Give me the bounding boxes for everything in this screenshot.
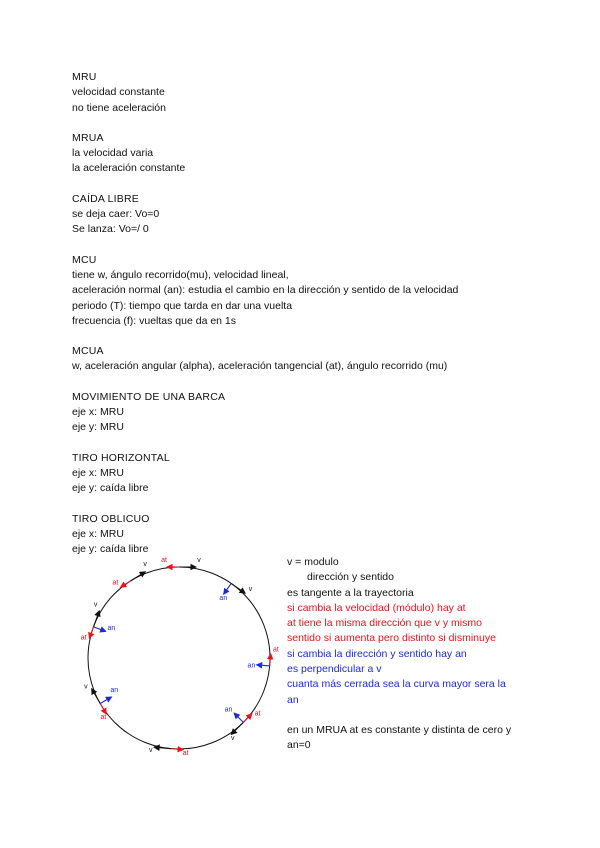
section-line: eje x: MRU (72, 466, 124, 479)
velocity-vector (231, 722, 243, 734)
section-caida-libre (72, 192, 532, 238)
section-mrua (72, 131, 532, 177)
explanation-footer-line: an=0 (287, 739, 311, 752)
circular-motion-diagram (72, 552, 284, 764)
tangential-acceleration-label: at (161, 557, 167, 564)
section-heading: MOVIMIENTO DE UNA BARCA (72, 390, 226, 403)
velocity-label: v (148, 746, 153, 754)
tangential-acceleration-label: at (254, 710, 261, 718)
velocity-vector (131, 572, 145, 581)
section-line: eje y: caída libre (72, 482, 149, 495)
velocity-label: v (84, 683, 88, 691)
section-heading: MRUA (72, 131, 104, 144)
section-line: periodo (T): tiempo que tarda en dar una vuelta (72, 299, 293, 312)
section-line: no tiene aceleración (72, 101, 166, 114)
section-heading: MCUA (72, 345, 104, 358)
explanation-line: dirección y sentido (307, 571, 394, 584)
explanation-line-at: at tiene la misma dirección que v y mismo (287, 617, 482, 630)
velocity-label: v (197, 557, 201, 564)
explanation-line: es tangente a la trayectoria (287, 586, 414, 599)
normal-acceleration-label: an (224, 706, 233, 714)
tangential-acceleration-label: at (273, 646, 279, 654)
tangential-acceleration-vector (121, 581, 131, 587)
section-heading: MCU (72, 253, 97, 266)
velocity-vector (231, 583, 245, 593)
section-heading: TIRO HORIZONTAL (72, 451, 170, 464)
tangential-acceleration-vector (100, 704, 106, 714)
explanation-line-an: an (287, 693, 299, 706)
velocity-label: v (248, 585, 253, 593)
section-heading: CAÍDA LIBRE (72, 192, 139, 205)
tangential-acceleration-label: at (80, 634, 87, 642)
tangential-acceleration-label: at (112, 579, 119, 587)
notes-column (72, 70, 532, 572)
explanation-column (287, 555, 547, 754)
tangential-acceleration-label: at (100, 713, 107, 721)
section-line: aceleración normal (an): estudia el cambio en la dirección y sentido de la velocidad (72, 284, 459, 297)
section-line: eje x: MRU (72, 406, 124, 419)
normal-acceleration-vector (100, 697, 111, 704)
velocity-label: v (230, 735, 235, 743)
explanation-footer-line: en un MRUA at es constante y distinta de cero y (287, 723, 512, 736)
explanation-line-an: si cambia la dirección y sentido hay an (287, 647, 467, 660)
normal-acceleration-vector (257, 665, 270, 666)
section-line: se deja caer: Vo=0 (72, 208, 160, 221)
section-line: Se lanza: Vo=/ 0 (72, 223, 149, 236)
explanation-line: v = modulo (287, 556, 339, 568)
section-mcu (72, 253, 532, 329)
velocity-vector (154, 747, 171, 748)
velocity-label: v (143, 560, 147, 568)
velocity-vector (93, 611, 99, 627)
velocity-vector (92, 689, 101, 704)
section-line: w, aceleración angular (alpha), aceleración tangencial (at), ángulo recorrido (mu) (72, 360, 448, 373)
vector-group (81, 557, 279, 757)
section-mcua (72, 344, 532, 375)
spacer (287, 708, 547, 723)
section-line: la velocidad varia (72, 147, 154, 160)
section-barca (72, 390, 532, 436)
section-line: tiene w, ángulo recorrido(mu), velocidad lineal, (72, 268, 289, 281)
normal-acceleration-label: an (110, 686, 119, 694)
section-tiro-oblicuo (72, 512, 532, 558)
normal-acceleration-label: an (219, 594, 228, 602)
explanation-line-at: sentido si aumenta pero distinto si disminuye (287, 632, 496, 645)
section-tiro-horizontal (72, 451, 532, 497)
explanation-line-an: cuanta más cerrada sea la curva mayor sera la (287, 678, 506, 691)
normal-acceleration-vector (93, 627, 105, 631)
section-line: eje x: MRU (72, 527, 124, 540)
section-line: eje y: MRU (72, 421, 124, 434)
tangential-acceleration-vector (243, 714, 251, 722)
normal-acceleration-label: an (107, 625, 116, 633)
normal-acceleration-label: an (247, 662, 256, 670)
tangential-acceleration-vector (89, 627, 93, 638)
section-line: velocidad constante (72, 86, 165, 99)
section-heading: TIRO OBLICUO (72, 512, 150, 525)
normal-acceleration-vector (224, 583, 231, 594)
diagram-canvas (72, 552, 284, 764)
section-line: frecuencia (f): vueltas que da en 1s (72, 314, 237, 327)
explanation-line-an: es perpendicular a v (287, 663, 382, 676)
section-line: eje y: caída libre (72, 543, 149, 556)
section-mru (72, 70, 532, 116)
tangential-acceleration-label: at (182, 749, 189, 757)
section-heading: MRU (72, 71, 97, 83)
velocity-label: v (93, 601, 98, 609)
section-line: la aceleración constante (72, 162, 186, 175)
normal-acceleration-vector (234, 713, 243, 722)
explanation-line-at: si cambia la velocidad (módulo) hay at (287, 601, 466, 614)
